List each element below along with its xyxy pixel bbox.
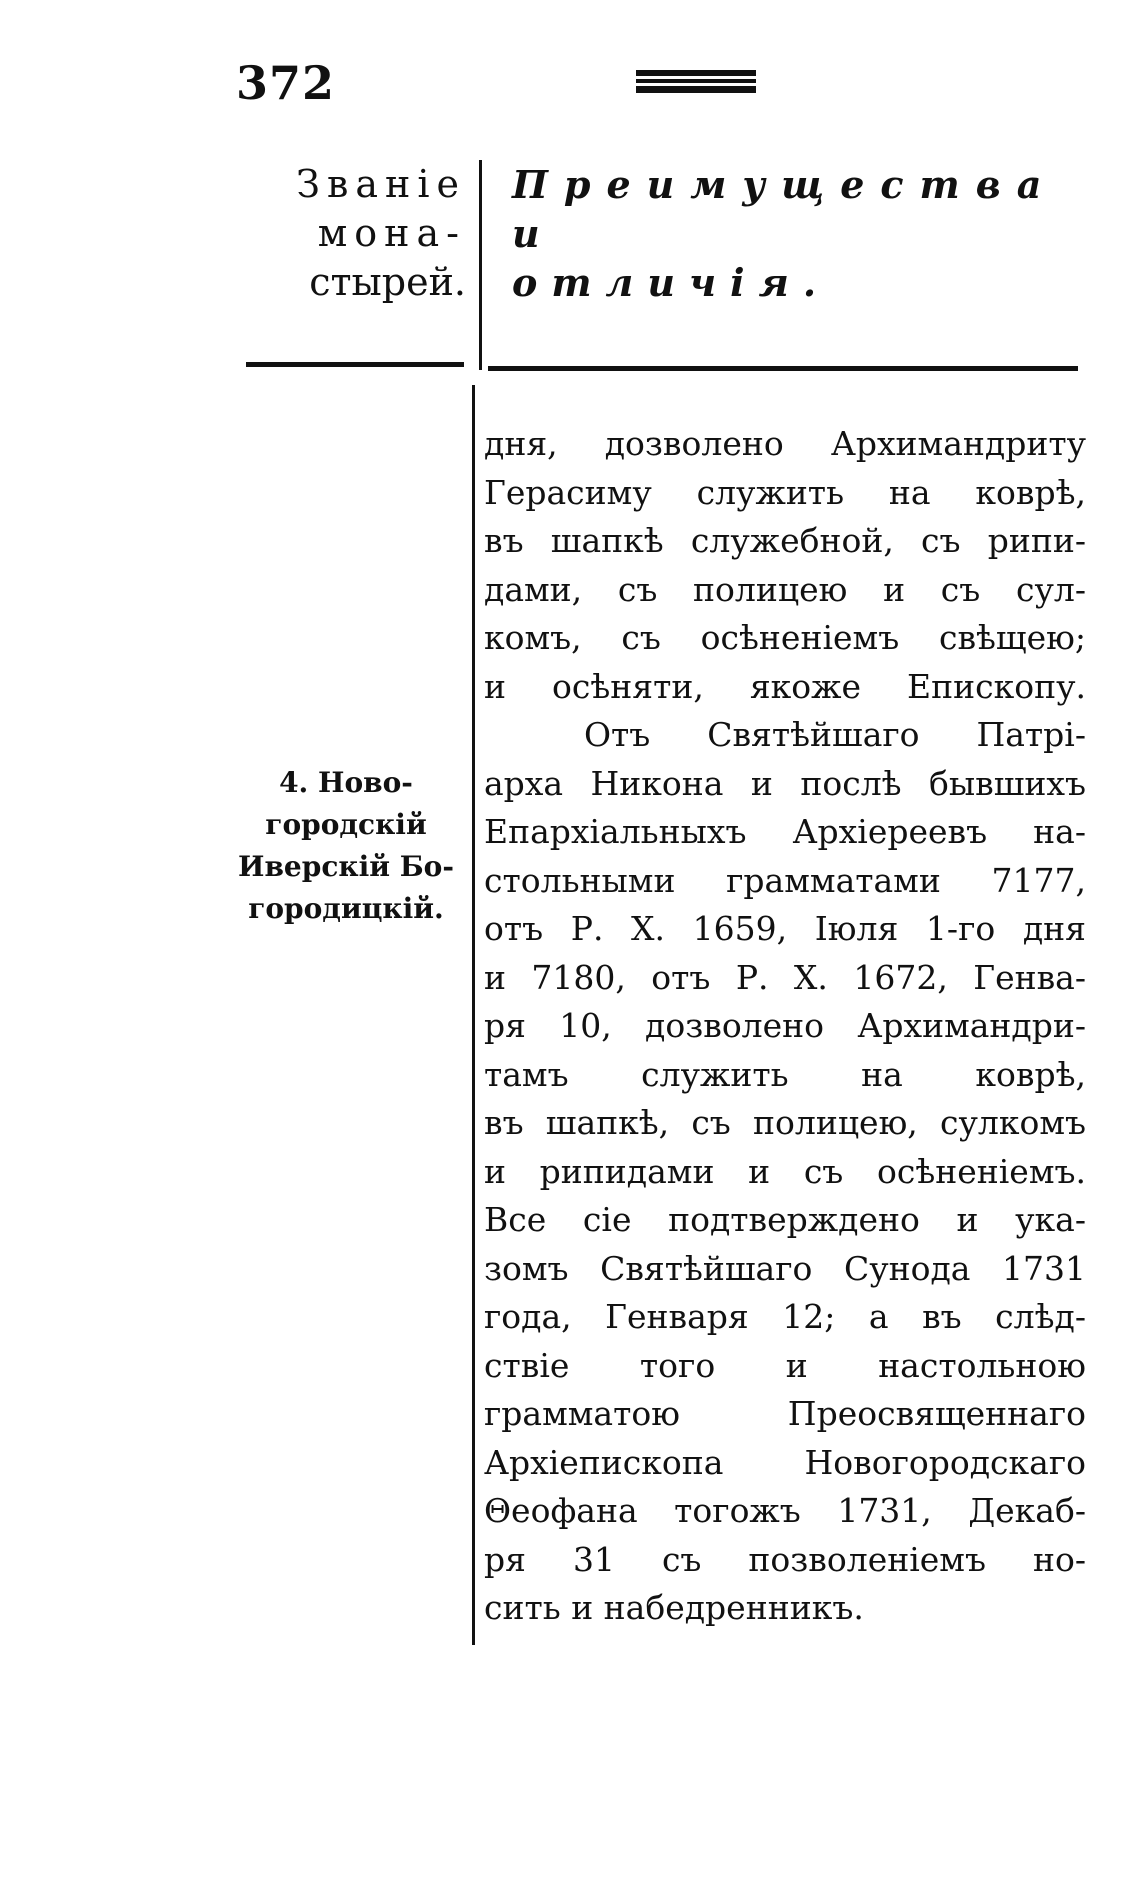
text-line: арха Никона и послѣ бывшихъ — [484, 763, 1086, 803]
text-line: въ шапкѣ, съ полицею, сулкомъ — [484, 1103, 1086, 1142]
page-number: 372 — [236, 56, 336, 110]
text-line: Епархіальныхъ Архіереевъ на- — [484, 812, 1086, 851]
header-rule-left — [246, 362, 464, 367]
right-header-line: Преимущества и — [512, 162, 1058, 256]
left-header-line: Званіе — [296, 162, 466, 206]
text-line: ря 10, дозволено Архимандри- — [484, 1006, 1086, 1045]
text-line: Герасиму служить на коврѣ, — [484, 472, 1086, 512]
right-column-header — [512, 160, 1082, 307]
text-line: Θеофана тогожъ 1731, Декаб- — [484, 1491, 1086, 1530]
text-line: стольными грамматами 7177, — [484, 860, 1086, 900]
text-line: ствіе того и настольною — [484, 1345, 1086, 1385]
text-line: тамъ служить на коврѣ, — [484, 1054, 1086, 1094]
ornament-bar — [636, 70, 756, 76]
text-line: Все сіе подтверждено и ука- — [484, 1200, 1086, 1239]
text-line: комъ, съ осѣненіемъ свѣщею; — [484, 618, 1086, 657]
text-line: ря 31 съ позволеніемъ но- — [484, 1539, 1086, 1579]
monastery-entry-line: 4. Ново- — [279, 766, 413, 799]
monastery-entry-line: Иверскій Бо- — [238, 850, 454, 883]
header-ornament — [636, 70, 756, 94]
left-header-line: стырей. — [309, 260, 466, 304]
text-line: и осѣняти, якоже Епископу. — [484, 666, 1086, 706]
text-line: дами, съ полицею и съ сул- — [484, 569, 1086, 609]
privileges-text — [484, 420, 1086, 1633]
monastery-entry — [226, 762, 466, 930]
ornament-bar — [636, 79, 756, 83]
text-line: сить и набедренникъ. — [484, 1588, 864, 1627]
ornament-bar — [636, 86, 756, 93]
text-line: Архіепископа Новогородскаго — [484, 1442, 1086, 1482]
column-divider — [472, 385, 475, 1645]
left-header-line: мона- — [317, 211, 466, 255]
text-line: дня, дозволено Архимандриту — [484, 424, 1086, 463]
text-line: отъ Р. Х. 1659, Іюля 1-го дня — [484, 909, 1086, 948]
text-line: Отъ Святѣйшаго Патрі- — [584, 715, 1086, 754]
text-line: грамматою Преосвященнаго — [484, 1394, 1086, 1433]
monastery-entry-line: городскій — [265, 808, 427, 841]
header-rule-right — [488, 366, 1078, 371]
left-column-header — [236, 160, 466, 307]
text-line: года, Генваря 12; а въ слѣд- — [484, 1297, 1086, 1336]
text-line: и рипидами и съ осѣненіемъ. — [484, 1151, 1086, 1191]
text-line: въ шапкѣ служебной, съ рипи- — [484, 521, 1086, 560]
right-header-line: отличія. — [512, 260, 831, 305]
column-divider — [479, 160, 482, 370]
text-line: зомъ Святѣйшаго Сунода 1731 — [484, 1248, 1086, 1288]
text-line: и 7180, отъ Р. Х. 1672, Генва- — [484, 957, 1086, 997]
monastery-entry-line: городицкій. — [248, 892, 444, 925]
